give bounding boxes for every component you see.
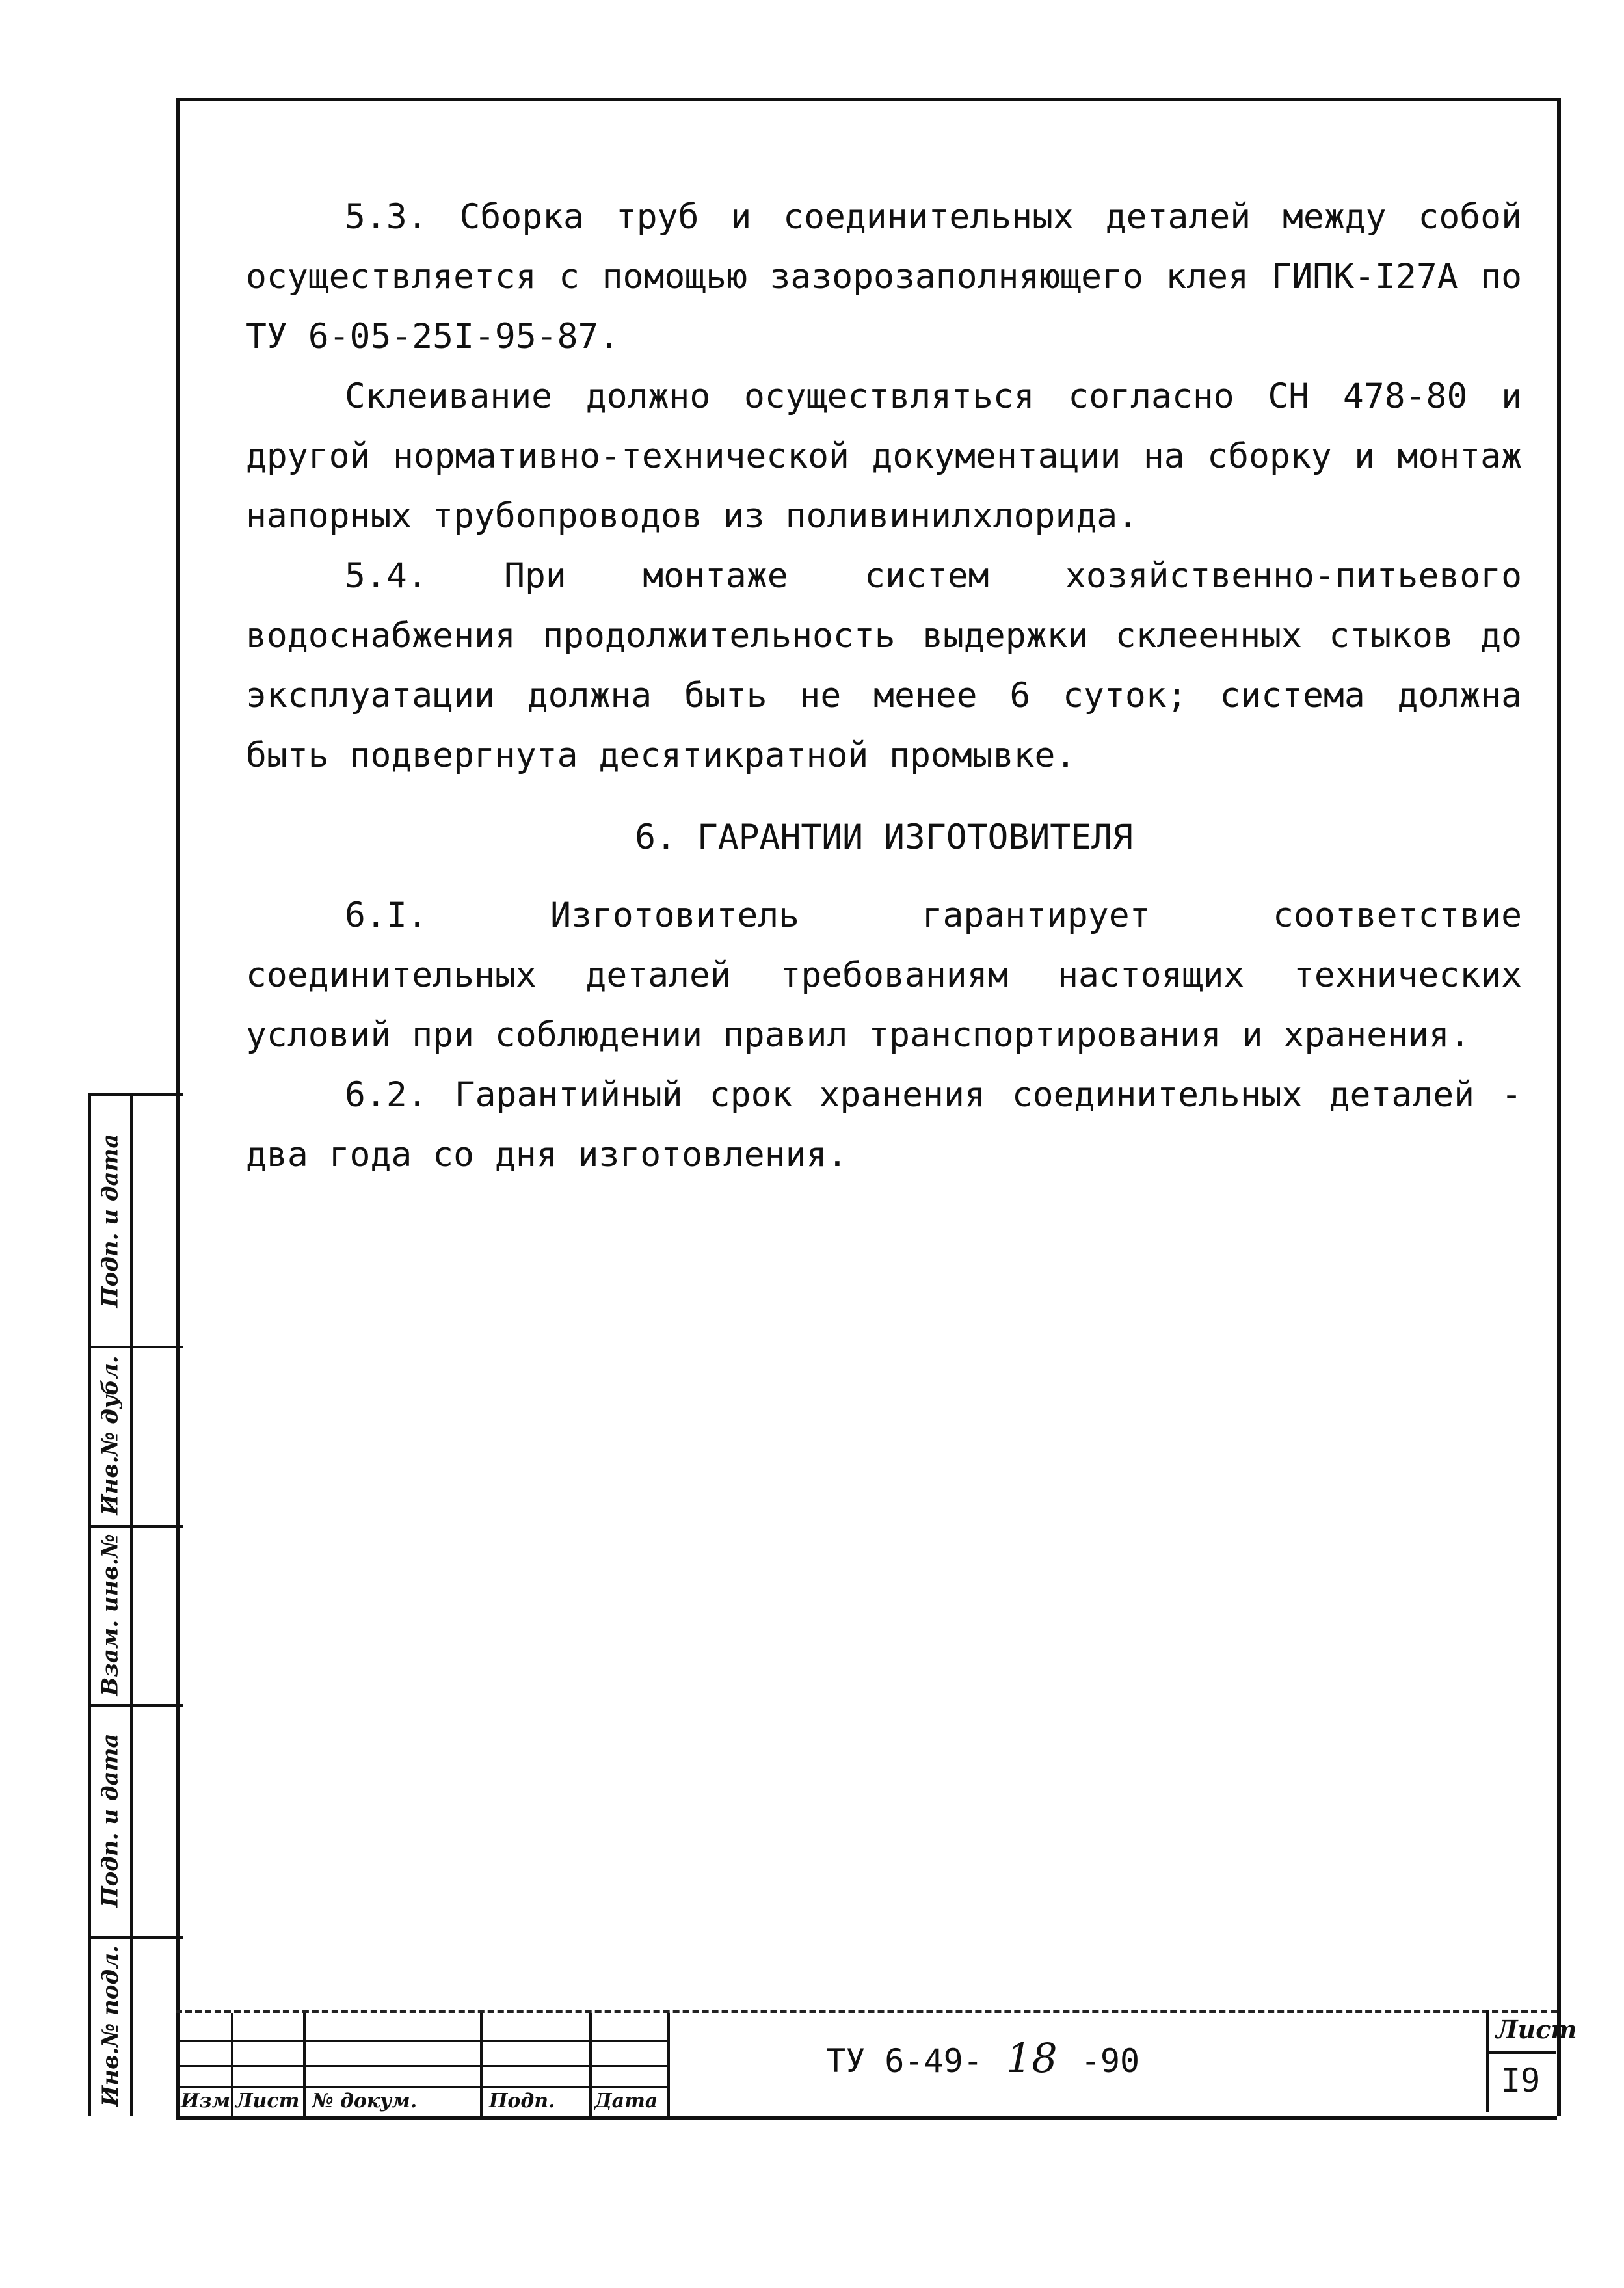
stamp-podp-i-data-2: Подп. и дата: [98, 1733, 124, 1908]
code-suffix: -90: [1080, 2042, 1140, 2080]
paragraph-5-3: 5.3. Сборка труб и соединительных деталей между собой осуществляется с помощью зазорозаполняющего клея ГИПК-I27А по ТУ 6-05-25I-95-87.: [246, 197, 1522, 356]
sheet-label: Лист: [1496, 2015, 1577, 2044]
paragraph-6-2: 6.2. Гарантийный срок хранения соединительных деталей - два года со дня изготовления.: [246, 1075, 1522, 1175]
stamp-vzam-inv: Взам. инв.№: [98, 1533, 124, 1696]
sheet-number: I9: [1501, 2062, 1541, 2099]
code-prefix: ТУ 6-49-: [826, 2042, 983, 2080]
col-doc-label: № докум.: [312, 2090, 418, 2112]
col-izm-label: Изм: [181, 2090, 231, 2112]
col-podp-label: Подп.: [489, 2090, 555, 2112]
paragraph-5-4: 5.4. При монтаже систем хозяйственно-питьевого водоснабжения продолжительность выдержки склеенных стыков до эксплуатации должна быть не менее 6 суток; система должна быть подвергнута десятикратной промывке.: [246, 556, 1522, 775]
stamp-podp-i-data-1: Подп. и дата: [98, 1134, 124, 1308]
document-code: [826, 2034, 1139, 2082]
stamp-inv-podl: Инв.№ подл.: [98, 1945, 124, 2107]
paragraph-5-3-continued: Склеивание должно осуществляться согласно СН 478-80 и другой нормативно-технической документации на сборку и монтаж напорных трубопроводов из поливинилхлорида.: [246, 377, 1522, 536]
document-body: [246, 187, 1522, 1185]
paragraph-6-1: 6.I. Изготовитель гарантирует соответствие соединительных деталей требованиям настоящих технических условий при соблюдении правил транспортирования и хранения.: [246, 896, 1522, 1055]
col-list-label: Лист: [235, 2090, 300, 2112]
col-data-label: Дата: [594, 2090, 658, 2112]
stamp-inv-dubl: Инв.№ дубл.: [98, 1355, 124, 1515]
binding-margin-stamp: [88, 1093, 183, 2116]
section-heading-6: 6. ГАРАНТИИ ИЗГОТОВИТЕЛЯ: [635, 818, 1133, 857]
code-number: 18: [1005, 2034, 1058, 2082]
sheet-number-box: [1486, 2010, 1577, 2112]
